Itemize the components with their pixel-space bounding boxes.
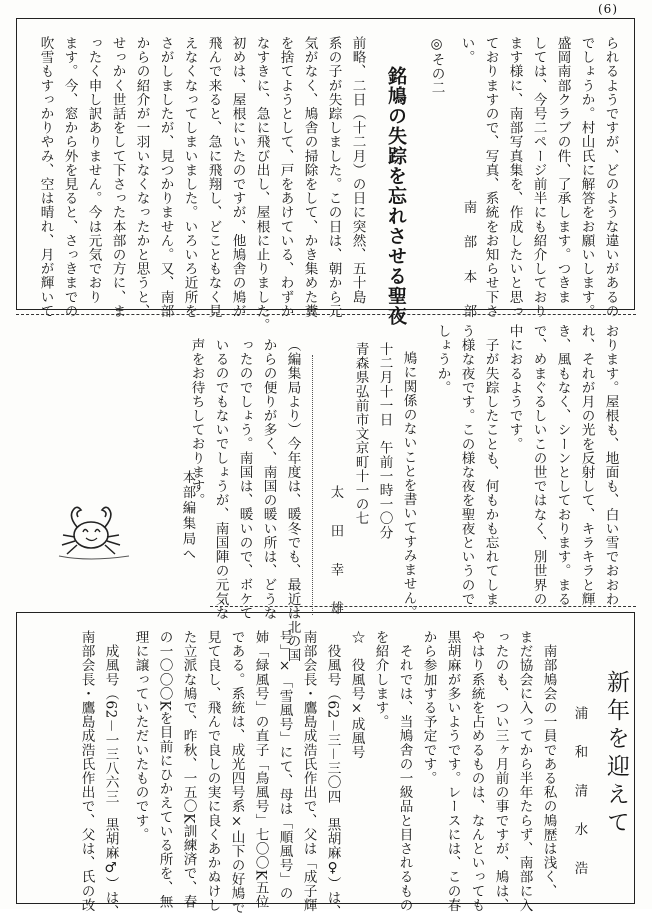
text-line: 黒胡麻が多いようです。レースには、この春: [444, 630, 461, 912]
dotted-divider: [312, 355, 313, 615]
article-author: 浦 和 清 水 浩: [572, 706, 587, 881]
text-line: 飛んで来ると、急に飛翔し、どこともなく見: [205, 36, 222, 318]
text-line: 前略、二日（十二月）の日に突然、五十島: [349, 36, 366, 304]
text-line: ったのも、つい三ヶ月前の事ですが、鳩は、: [492, 630, 509, 912]
text-line: 盛岡南部クラブの件、了承します。つきま: [554, 36, 571, 304]
text-line: た立派な鳩で、昨秋、一五〇K訓練済で、春: [180, 630, 197, 909]
text-line: 中におるようです。: [506, 324, 523, 451]
text-line: い。: [458, 36, 475, 65]
editor-signature: 本部編集局へ: [180, 470, 195, 563]
top-signature: 南 部 本 部: [461, 200, 476, 322]
text-line: 役風号（62－三－三〇四 黒胡麻♀）は、: [324, 630, 341, 919]
text-line: 姉「緑風号」の直子「鳥風号」七〇〇K五位: [252, 630, 269, 909]
text-line: からの便りが多く、南国の暖い所は、どうな: [260, 338, 277, 620]
text-line: 南部鳩会の一員である私の鳩歴は浅く、: [540, 630, 557, 898]
section-divider: [210, 606, 636, 607]
story-author: 太 田 幸 雄: [328, 485, 343, 621]
text-line: でしょうか。村山氏に解答をお願いします。: [578, 36, 595, 318]
text-line: 気がなく、鳩舎の掃除をして、かき集めた糞: [301, 36, 318, 318]
author-address: 青森県弘前市文京町十一の七: [352, 342, 369, 526]
text-line: の一〇〇〇Kを目前にひかえている所を、無: [156, 630, 173, 909]
text-line: 南部会長・鷹島成浩氏作出で、父は、氏の改: [78, 630, 95, 912]
text-line: さがしましたが、見つかりません。又、南部: [157, 36, 174, 318]
text-line: しょうか。: [434, 324, 451, 395]
text-line: 声をお待ちしております。: [188, 338, 205, 508]
text-line: 成風号（62－一三八六三 黒胡麻♂）は、: [102, 630, 119, 919]
text-line: を紹介します。: [372, 630, 389, 729]
text-line: 理に譲っていただいたものです。: [132, 630, 149, 842]
text-line: ったのでしょう。南国は、暖いので、ボケて: [236, 338, 253, 620]
text-line: ☆ 役風号×成風号: [348, 630, 365, 760]
text-line: 南部会長・鷹島成浩氏作出で、父は「成子輝: [300, 630, 317, 912]
text-line: で、めまぐるしいこの世ではなく、別世界の: [530, 324, 547, 606]
text-line: 吹雪もすっかりやみ、空は晴れ、月が輝いて: [37, 36, 54, 318]
text-line: う様な夜です。この様な夜を聖夜というので: [458, 324, 475, 606]
story-date: 十二月十一日 午前一時一〇分: [376, 342, 393, 540]
text-line: えなくなってしまいました。いろいろ近所を: [181, 36, 198, 318]
text-line: から参加する予定です。: [420, 630, 437, 786]
text-line: まだ協会に入ってから半年たらず、南部に入: [516, 630, 533, 912]
text-line: れ、それが月の光を反射して、キラキラと輝: [578, 324, 595, 606]
text-line: 号」×「雪風号」にて、母は「順風号」の: [276, 630, 293, 901]
text-line: である。系統は、成光四号系×山下の好鳩で: [228, 630, 245, 915]
text-line: いるのでもないでしょうが、南国陣の元気な: [212, 338, 229, 620]
text-line: られるようですが、どのような違いがあるの: [602, 36, 619, 318]
text-line: 見て良し、飛んで良しの実に良くあかぬけし: [204, 630, 221, 912]
text-line: 初めは、屋根にいたのですが、他鳩舎の鳩が: [229, 36, 246, 318]
article-title: 新年を迎えて: [603, 670, 629, 838]
text-line: 鳩に関係のないことを書いてすみません。: [400, 337, 417, 619]
text-line: を捨てようとして、戸をあけている、わずか: [277, 36, 294, 318]
text-line: おります。屋根も、地面も、白い雪でおおわ: [602, 324, 619, 606]
text-line: それでは、当鳩舎の一級品と目されるもの: [396, 630, 413, 912]
text-line: しては、今号二ページ前半にも紹介しており: [530, 36, 547, 318]
text-line: ます。今、窓から外を見ると、さっきまでの: [61, 36, 78, 318]
text-line: 系の子が失踪しました。この日は、朝から元: [325, 36, 342, 318]
text-line: き、風もなく、シーンとしております。まる: [554, 324, 571, 606]
text-line: なすきに、急に飛び出し、屋根に止りました。: [253, 36, 270, 333]
text-line: からの紹介が一羽いなくなったかと思うと、: [133, 36, 150, 318]
text-line: 子が失踪したことも、何もかも忘れてしま: [482, 324, 499, 606]
story-title: 銘鳩の失踪を忘れさせる聖夜: [385, 66, 407, 326]
text-line: ておりますので、写真、系統をお知らせ下さ: [482, 36, 499, 318]
text-line: やはり系統を占めるものは、なんといっても: [468, 630, 485, 912]
page-number: (6): [598, 2, 618, 16]
section-divider: [16, 314, 636, 315]
section-heading: ◎その二: [428, 36, 445, 95]
text-line: ったく申し訳ありません。今は元気でおり: [85, 36, 102, 304]
text-line: （編集局より）今年度は、暖冬でも、最近は北の国: [284, 338, 301, 663]
crab-illustration: [55, 505, 133, 563]
text-line: ます様に、南部写真集を、作成したいと思っ: [506, 36, 523, 318]
text-line: せっかく世話をして下さった本部の方に、ま: [109, 36, 126, 318]
